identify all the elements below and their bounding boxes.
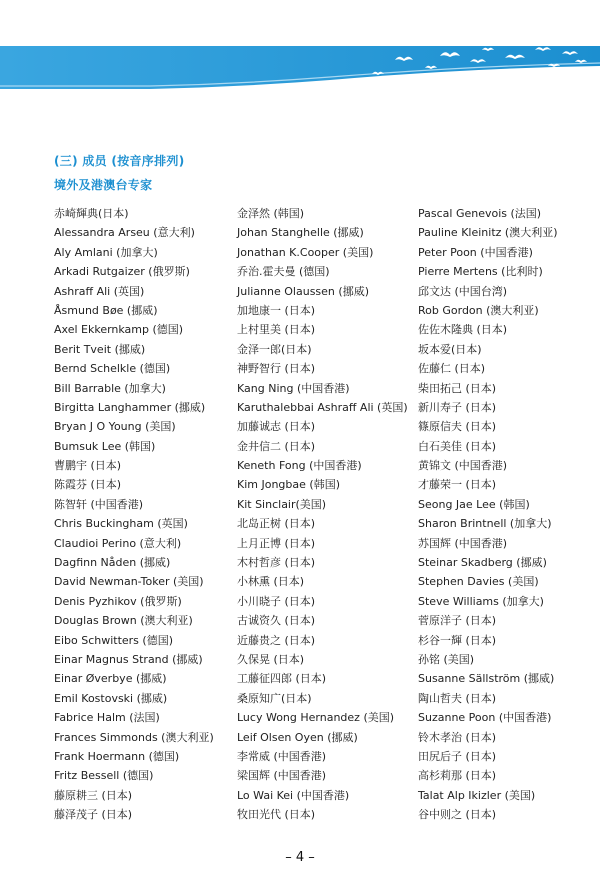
member-entry: 近藤贵之 (日本) xyxy=(237,633,316,647)
member-entry: 金泽然 (韩国) xyxy=(237,207,305,220)
member-entry: 陶山哲夫 (日本) xyxy=(418,691,497,705)
member-column-3 xyxy=(418,204,558,825)
member-entry: Bumsuk Lee (韩国) xyxy=(54,439,156,453)
member-entry: 坂本爱(日本) xyxy=(418,342,482,356)
member-entry: Bill Barrable (加拿大) xyxy=(54,381,166,395)
member-entry: 乔治.霍夫曼 (德国) xyxy=(237,265,330,279)
member-entry: 小林熏 (日本) xyxy=(237,575,305,589)
member-entry: 北岛正树 (日本) xyxy=(237,517,316,531)
member-entry: Einar Øverbye (挪威) xyxy=(54,672,167,686)
member-entry: Ashraff Ali (英国) xyxy=(54,284,145,298)
member-entry: 新川寿子 (日本) xyxy=(418,400,497,414)
member-entry: Talat Alp Ikizler (美国) xyxy=(418,788,536,802)
member-entry: Steve Williams (加拿大) xyxy=(418,594,544,608)
section-subtitle: 境外及港澳台专家 xyxy=(54,178,153,192)
member-entry: Frances Simmonds (澳大利亚) xyxy=(54,730,214,744)
member-entry: 黄锦文 (中国香港) xyxy=(418,459,508,473)
member-entry: 梁国辉 (中国香港) xyxy=(237,769,327,783)
member-entry: 菅原洋子 (日本) xyxy=(418,614,497,628)
member-entry: David Newman-Toker (美国) xyxy=(54,575,204,589)
member-entry: Kim Jongbae (韩国) xyxy=(237,478,340,492)
member-entry: 藤泽茂子 (日本) xyxy=(54,808,133,822)
member-entry: Fabrice Halm (法国) xyxy=(54,711,160,725)
member-entry: 金泽一郎(日本) xyxy=(237,342,312,356)
member-entry: Kit Sinclair(美国) xyxy=(237,497,327,511)
member-entry: 陈智轩 (中国香港) xyxy=(54,497,144,511)
member-entry: Fritz Bessell (德国) xyxy=(54,769,154,783)
member-entry: Lo Wai Kei (中国香港) xyxy=(237,788,350,802)
member-entry: Bryan J O Young (美国) xyxy=(54,420,176,434)
member-entry: Seong Jae Lee (韩国) xyxy=(418,497,530,511)
member-entry: 高杉莉那 (日本) xyxy=(418,769,497,783)
member-entry: 柴田拓己 (日本) xyxy=(418,381,497,395)
header-banner xyxy=(0,0,600,100)
member-entry: 工藤征四郎 (日本) xyxy=(237,672,327,686)
member-entry: Pierre Mertens (比利时) xyxy=(418,265,543,279)
member-entry: 加地康一 (日本) xyxy=(237,303,316,317)
member-entry: 神野智行 (日本) xyxy=(237,362,316,376)
member-entry: 金井信二 (日本) xyxy=(237,439,316,453)
member-entry: 铃木孝治 (日本) xyxy=(418,730,497,744)
member-entry: Keneth Fong (中国香港) xyxy=(237,459,362,473)
member-entry: Dagfinn Nåden (挪威) xyxy=(54,556,171,570)
member-entry: 藤原耕三 (日本) xyxy=(54,788,133,802)
member-entry: 佐佐木隆典 (日本) xyxy=(418,323,508,337)
member-entry: Peter Poon (中国香港) xyxy=(418,245,533,259)
member-entry: Denis Pyzhikov (俄罗斯) xyxy=(54,594,182,608)
member-entry: 陈霞芬 (日本) xyxy=(54,478,122,492)
member-entry: Axel Ekkernkamp (德国) xyxy=(54,323,184,337)
member-entry: 久保晃 (日本) xyxy=(237,652,305,666)
member-entry: 曹鹏宇 (日本) xyxy=(54,459,122,473)
member-entry: 田尻后子 (日本) xyxy=(418,749,497,763)
member-entry: Aly Amlani (加拿大) xyxy=(54,245,158,259)
member-entry: Sharon Brintnell (加拿大) xyxy=(418,517,552,531)
section-title: (三) 成员 (按音序排列) xyxy=(54,154,185,168)
member-entry: 才藤荣一 (日本) xyxy=(418,478,497,492)
member-entry: 佐藤仁 (日本) xyxy=(418,362,486,376)
member-entry: Berit Tveit (挪威) xyxy=(54,342,146,356)
member-column-1 xyxy=(54,204,214,825)
member-entry: 杉谷一輝 (日本) xyxy=(418,633,497,647)
member-entry: Kang Ning (中国香港) xyxy=(237,381,350,395)
member-entry: Frank Hoermann (德国) xyxy=(54,749,180,763)
member-entry: Einar Magnus Strand (挪威) xyxy=(54,652,203,666)
member-entry: 上月正博 (日本) xyxy=(237,536,316,550)
member-entry: 桑原知广(日本) xyxy=(237,691,312,705)
member-entry: Arkadi Rutgaizer (俄罗斯) xyxy=(54,265,190,279)
member-entry: 赤崎輝典(日本) xyxy=(54,207,129,220)
member-entry: Emil Kostovski (挪威) xyxy=(54,691,168,705)
member-entry: 孙铭 (美国) xyxy=(418,652,475,666)
member-entry: Pauline Kleinitz (澳大利亚) xyxy=(418,226,558,240)
member-entry: Åsmund Bøe (挪威) xyxy=(54,303,158,317)
member-entry: 古诚资久 (日本) xyxy=(237,614,316,628)
member-entry: Susanne Sällström (挪威) xyxy=(418,672,555,686)
member-entry: Suzanne Poon (中国香港) xyxy=(418,711,552,725)
member-entry: Leif Olsen Oyen (挪威) xyxy=(237,730,358,744)
member-entry: 白石美佳 (日本) xyxy=(418,439,497,453)
member-entry: Birgitta Langhammer (挪威) xyxy=(54,400,206,414)
member-entry: Douglas Brown (澳大利亚) xyxy=(54,614,193,628)
member-entry: 小川晓子 (日本) xyxy=(237,594,316,608)
member-entry: 上村里美 (日本) xyxy=(237,323,316,337)
member-entry: Lucy Wong Hernandez (美国) xyxy=(237,711,395,725)
member-entry: Alessandra Arseu (意大利) xyxy=(54,226,195,240)
member-entry: Claudioi Perino (意大利) xyxy=(54,536,182,550)
member-entry: Chris Buckingham (英国) xyxy=(54,517,188,531)
member-entry: Johan Stanghelle (挪威) xyxy=(237,226,364,240)
member-entry: 李常威 (中国香港) xyxy=(237,749,327,763)
member-entry: 篠原信夫 (日本) xyxy=(418,420,497,434)
member-entry: Stephen Davies (美国) xyxy=(418,575,539,589)
member-entry: Pascal Genevois (法国) xyxy=(418,207,542,220)
member-entry: 木村哲彦 (日本) xyxy=(237,556,316,570)
member-column-2 xyxy=(237,204,408,825)
member-entry: 加藤诚志 (日本) xyxy=(237,420,316,434)
member-entry: Jonathan K.Cooper (美国) xyxy=(237,245,374,259)
member-entry: 谷中则之 (日本) xyxy=(418,808,497,822)
page-number: – 4 – xyxy=(285,850,315,865)
member-entry: Eibo Schwitters (德国) xyxy=(54,633,173,647)
member-entry: Rob Gordon (澳大利亚) xyxy=(418,303,539,317)
member-entry: 邱文达 (中国台湾) xyxy=(418,284,508,298)
member-entry: Steinar Skadberg (挪威) xyxy=(418,556,547,570)
member-entry: 苏国辉 (中国香港) xyxy=(418,536,508,550)
member-entry: Bernd Schelkle (德国) xyxy=(54,362,171,376)
member-entry: Julianne Olaussen (挪威) xyxy=(237,284,369,298)
member-entry: 牧田光代 (日本) xyxy=(237,808,316,822)
member-entry: Karuthalebbai Ashraff Ali (英国) xyxy=(237,400,408,414)
